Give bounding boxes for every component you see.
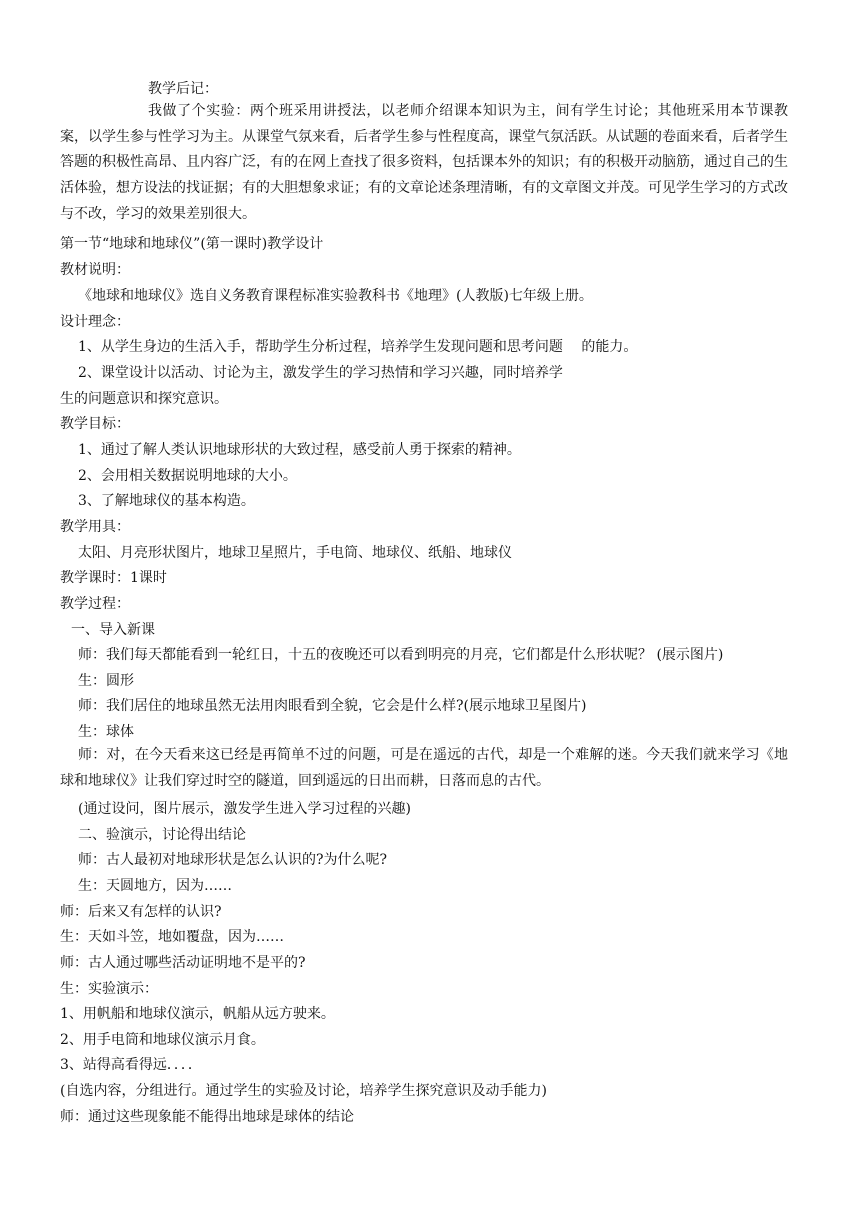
dialogue-student-1: 生：圆形 xyxy=(78,673,134,689)
section-title: 第一节“地球和地球仪”(第一课时)教学设计 xyxy=(60,236,324,252)
dialogue-teacher-4: 师：古人最初对地球形状是怎么认识的?为什么呢? xyxy=(78,852,388,868)
class-hours: 教学课时：1课时 xyxy=(60,570,167,586)
dialogue-teacher-6: 师：古人通过哪些活动证明地不是平的? xyxy=(60,955,306,971)
dialogue-teacher-2: 师：我们居住的地球虽然无法用肉眼看到全貌，它会是什么样?(展示地球卫星图片) xyxy=(78,698,587,714)
part-1-heading: 一、导入新课 xyxy=(71,622,155,638)
goals-label: 教学目标： xyxy=(60,416,130,432)
goal-item-2: 2、会用相关数据说明地球的大小。 xyxy=(78,468,297,484)
experiment-item-2: 2、用手电筒和地球仪演示月食。 xyxy=(60,1032,265,1048)
dialogue-student-6: 生：实验演示： xyxy=(60,981,158,997)
dialogue-teacher-7: 师：通过这些现象能不能得出地球是球体的结论 xyxy=(60,1109,354,1125)
goal-item-1: 1、通过了解人类认识地球形状的大致过程，感受前人勇于探索的精神。 xyxy=(78,442,521,458)
tools-label: 教学用具： xyxy=(60,519,130,535)
part-2-heading: 二、验演示，讨论得出结论 xyxy=(78,827,246,843)
tools-text: 太阳、月亮形状图片，地球卫星照片，手电筒、地球仪、纸船、地球仪 xyxy=(78,545,512,561)
concept-item-2a: 2、课堂设计以活动、讨论为主，激发学生的学习热情和学习兴趣，同时培养学 xyxy=(78,365,563,381)
experiment-item-1: 1、用帆船和地球仪演示，帆船从远方驶来。 xyxy=(60,1006,335,1022)
dialogue-student-4: 生：天圆地方，因为…… xyxy=(78,878,232,894)
dialogue-teacher-5: 师：后来又有怎样的认识? xyxy=(60,904,222,920)
concept-item-1: 1、从学生身边的生活入手，帮助学生分析过程，培养学生发现问题和思考问题 的能力。 xyxy=(78,339,638,355)
experiment-item-3: 3、站得高看得远．．．． xyxy=(60,1057,202,1073)
concept-label: 设计理念： xyxy=(60,314,130,330)
design-note-1: (通过设问，图片展示，激发学生进入学习过程的兴趣) xyxy=(78,801,411,817)
dialogue-teacher-3: 师：对，在今天看来这已经是再简单不过的问题，可是在遥远的古代，却是一个难解的迷。今天我们就来学习《地球和地球仪》让我们穿过时空的隧道，回到遥远的日出而耕，日落而息的古代。 xyxy=(60,747,788,789)
concept-item-2b: 生的问题意识和探究意识。 xyxy=(60,391,228,407)
process-label: 教学过程： xyxy=(60,596,130,612)
design-note-2: (自选内容，分组进行。通过学生的实验及讨论，培养学生探究意识及动手能力) xyxy=(60,1083,547,1099)
dialogue-student-5: 生：天如斗笠，地如覆盘，因为…… xyxy=(60,929,284,945)
dialogue-teacher-1: 师：我们每天都能看到一轮红日，十五的夜晚还可以看到明亮的月亮，它们都是什么形状呢？ (展示图片) xyxy=(78,647,724,663)
textbook-label: 教材说明： xyxy=(60,262,130,278)
afterword-paragraph: 我做了个实验：两个班采用讲授法，以老师介绍课本知识为主，间有学生讨论；其他班采用本节课教案，以学生参与性学习为主。从课堂气氛来看，后者学生参与性程度高，课堂气氛活跃。从试题的卷面来看，后者学生答题的积极性高昂、且内容广泛，有的在网上查找了很多资料，包括课本外的知识；有的积极开动脑筋，通过自己的生活体验，想方设法的找证据；有的大胆想象求证；有的文章论述条理清晰，有的文章图文并茂。可见学生学习的方式改与不改，学习的效果差别很大。 xyxy=(60,103,788,222)
afterword-heading: 教学后记： xyxy=(148,81,218,97)
textbook-text: 《地球和地球仪》选自义务教育课程标准实验教科书《地理》(人教版)七年级上册。 xyxy=(78,288,593,304)
goal-item-3: 3、了解地球仪的基本构造。 xyxy=(78,493,255,509)
dialogue-student-2: 生：球体 xyxy=(78,724,134,740)
